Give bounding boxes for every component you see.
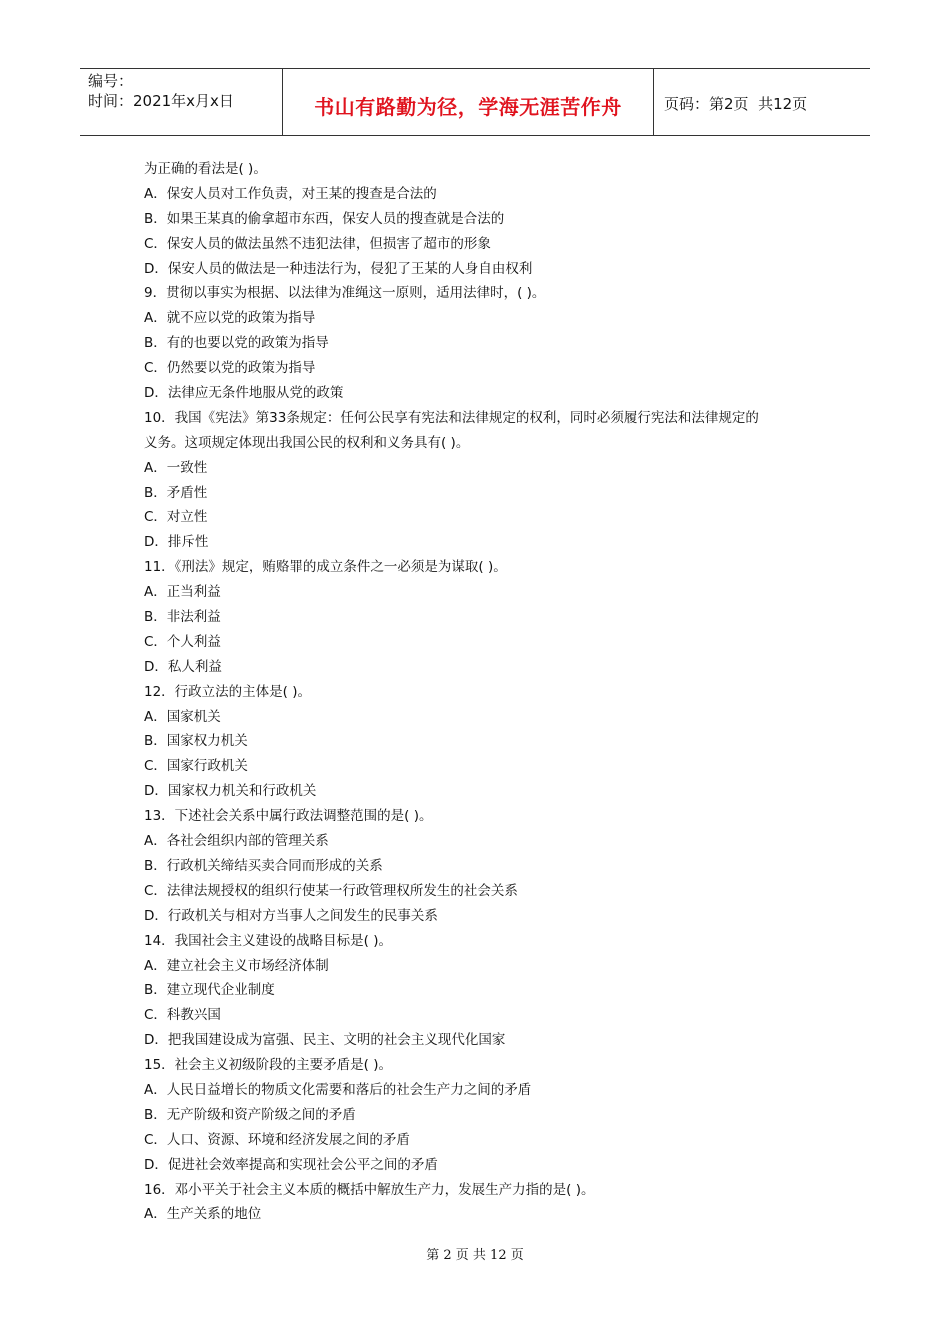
text-line: C．仍然要以党的政策为指导 [144, 360, 316, 377]
text-line: 15．社会主义初级阶段的主要矛盾是( )。 [144, 1057, 393, 1074]
text-line: A．一致性 [144, 459, 208, 476]
text-line: D．国家权力机关和行政机关 [144, 783, 317, 800]
text-line: 12．行政立法的主体是( )。 [144, 683, 312, 700]
text-line: D．保安人员的做法是一种违法行为，侵犯了王某的人身自由权利 [144, 260, 533, 277]
text-line: A．建立社会主义市场经济体制 [144, 957, 329, 974]
text-line: B．无产阶级和资产阶级之间的矛盾 [144, 1106, 356, 1123]
text-line: 为正确的看法是( )。 [144, 161, 267, 177]
text-line: 16．邓小平关于社会主义本质的概括中解放生产力，发展生产力指的是( )。 [144, 1181, 595, 1198]
text-line: B．国家权力机关 [144, 733, 248, 750]
text-line: A．保安人员对工作负责，对王某的搜查是合法的 [144, 185, 437, 202]
text-line: D．行政机关与相对方当事人之间发生的民事关系 [144, 907, 438, 924]
text-line: A．国家机关 [144, 708, 221, 725]
text-line: 14．我国社会主义建设的战略目标是( )。 [144, 932, 393, 949]
text-line: 义务。这项规定体现出我国公民的权利和义务具有( )。 [144, 434, 470, 451]
header-meta [80, 69, 282, 135]
text-line: D．促进社会效率提高和实现社会公平之间的矛盾 [144, 1156, 438, 1173]
page-info-text: 页码：第2页 共12页 [664, 94, 808, 113]
text-line: 9．贯彻以事实为根据、以法律为准绳这一原则，适用法律时，( )。 [144, 285, 546, 302]
header-page-info [654, 69, 870, 135]
page-footer: 第 2 页 共 12 页 [426, 1248, 524, 1263]
text-line: A．人民日益增长的物质文化需要和落后的社会生产力之间的矛盾 [144, 1081, 532, 1098]
text-line: C．国家行政机关 [144, 758, 248, 775]
text-line: C．法律法规授权的组织行使某一行政管理权所发生的社会关系 [144, 882, 518, 899]
text-line: 11．《刑法》规定，贿赂罪的成立条件之一必须是为谋取( )。 [144, 559, 507, 576]
text-line: C．保安人员的做法虽然不违犯法律，但损害了超市的形象 [144, 235, 491, 252]
text-line: A．生产关系的地位 [144, 1206, 262, 1223]
text-line: D．把我国建设成为富强、民主、文明的社会主义现代化国家 [144, 1032, 506, 1049]
text-line: 10．我国《宪法》第33条规定：任何公民享有宪法和法律规定的权利，同时必须履行宪法和法律规定的 [144, 409, 759, 426]
text-line: B．矛盾性 [144, 484, 208, 501]
text-line: B．行政机关缔结买卖合同而形成的关系 [144, 857, 383, 874]
time-label: 时间：2021年x月x日 [88, 92, 234, 110]
number-label: 编号： [88, 72, 134, 90]
text-line: C．对立性 [144, 509, 208, 526]
text-line: D．排斥性 [144, 534, 209, 551]
text-line: B．非法利益 [144, 609, 221, 626]
text-line: C．科教兴国 [144, 1007, 221, 1024]
text-line: C．个人利益 [144, 633, 221, 650]
text-line: A．各社会组织内部的管理关系 [144, 833, 329, 850]
text-line: D．私人利益 [144, 658, 222, 675]
page-header [80, 68, 870, 136]
text-line: D．法律应无条件地服从党的政策 [144, 385, 344, 402]
text-line: B．有的也要以党的政策为指导 [144, 335, 329, 352]
text-line: B．建立现代企业制度 [144, 982, 275, 999]
text-line: A．正当利益 [144, 584, 221, 601]
text-line: C．人口、资源、环境和经济发展之间的矛盾 [144, 1131, 410, 1148]
header-motto: 书山有路勤为径，学海无涯苦作舟 [282, 69, 654, 135]
text-line: 13．下述社会关系中属行政法调整范围的是( )。 [144, 808, 433, 825]
text-line: B．如果王某真的偷拿超市东西，保安人员的搜查就是合法的 [144, 210, 505, 227]
text-line: A．就不应以党的政策为指导 [144, 310, 316, 327]
document-body [144, 157, 824, 1227]
